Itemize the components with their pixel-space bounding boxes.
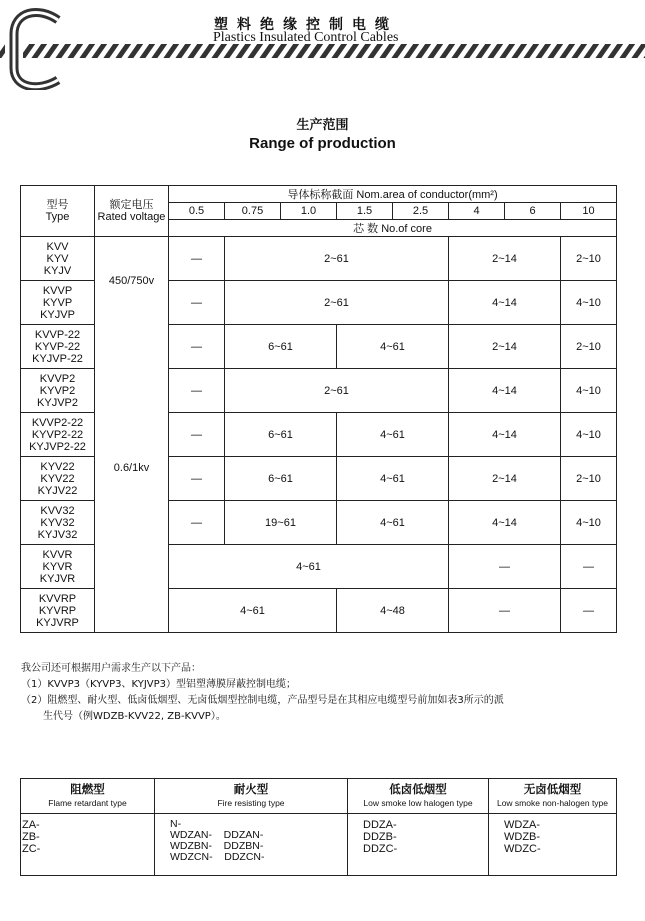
cores-cell: — xyxy=(169,501,225,545)
cores-cell: 4~14 xyxy=(449,413,561,457)
cores-cell: 4~61 xyxy=(337,501,449,545)
type-cell: KVVRP KYVRP KYJVRP xyxy=(21,589,95,633)
cores-cell: 4~48 xyxy=(337,589,449,633)
table-row xyxy=(21,237,617,281)
low-smoke-non-halogen-codes: WDZA- WDZB- WDZC- xyxy=(489,814,617,876)
type-cell: KVVP2-22 KYVP2-22 KYJVP2-22 xyxy=(21,413,95,457)
cores-cell: 4~61 xyxy=(337,325,449,369)
note-line: 我公司还可根据用户需求生产以下产品： xyxy=(21,663,201,674)
section-title-en: Range of production xyxy=(249,135,396,152)
type-cell: KVVP2 KYVP2 KYJVP2 xyxy=(21,369,95,413)
cores-cell: — xyxy=(169,413,225,457)
cores-cell: — xyxy=(169,457,225,501)
table-row xyxy=(21,325,617,369)
type-cell: KVVR KYVR KYJVR xyxy=(21,545,95,589)
cores-cell: 4~14 xyxy=(449,281,561,325)
voltage-header: 额定电压 Rated voltage xyxy=(95,186,169,237)
cores-cell: — xyxy=(169,237,225,281)
cores-cell: 2~61 xyxy=(225,369,449,413)
cores-cell: 6~61 xyxy=(225,457,337,501)
flame-retardant-codes: ZA- ZB- ZC- xyxy=(21,814,155,876)
type-cell: KVV32 KYV32 KYJV32 xyxy=(21,501,95,545)
size-header: 1.0 xyxy=(281,203,337,220)
low-smoke-low-halogen-codes: DDZA- DDZB- DDZC- xyxy=(348,814,489,876)
note-line: 生代号（例WDZB-KVV22, ZB-KVVP）。 xyxy=(43,711,226,722)
size-header: 2.5 xyxy=(393,203,449,220)
note-line: （1）KVVP3（KYVP3、KYJVP3）型铝塑薄膜屏蔽控制电缆； xyxy=(21,679,297,690)
type-cell: KVVP-22 KYVP-22 KYJVP-22 xyxy=(21,325,95,369)
cores-cell: 4~10 xyxy=(561,413,617,457)
type-cell: KYV22 KYV22 KYJV22 xyxy=(21,457,95,501)
cores-cell: 4~61 xyxy=(337,413,449,457)
cores-cell: 6~61 xyxy=(225,413,337,457)
type-header: 型号 Type xyxy=(21,186,95,237)
cores-cell: 2~10 xyxy=(561,325,617,369)
derivative-code-table xyxy=(20,778,617,876)
size-header: 0.5 xyxy=(169,203,225,220)
cores-cell: 4~14 xyxy=(449,501,561,545)
range-table xyxy=(20,185,617,633)
section-title-cn: 生产范围 xyxy=(296,118,349,133)
cores-cell: 2~14 xyxy=(449,237,561,281)
cores-cell: 4~61 xyxy=(337,457,449,501)
fire-resisting-codes: N- WDZAN- DDZAN- WDZBN- DDZBN- WDZCN- DDZCN- xyxy=(155,814,348,876)
size-header: 10 xyxy=(561,203,617,220)
product-title-en: Plastics Insulated Control Cables xyxy=(213,30,399,45)
cores-cell: 2~14 xyxy=(449,457,561,501)
cores-cell: — xyxy=(561,545,617,589)
flame-retardant-header: 阻燃型 Flame retardant type xyxy=(21,779,155,814)
cores-cell: 4~61 xyxy=(169,545,449,589)
cores-cell: — xyxy=(449,589,561,633)
type-cell: KVV KYV KYJV xyxy=(21,237,95,281)
cores-cell: 2~61 xyxy=(225,281,449,325)
low-smoke-non-halogen-header: 无卤低烟型 Low smoke non-halogen type xyxy=(489,779,617,814)
cores-cell: — xyxy=(169,281,225,325)
size-header: 0.75 xyxy=(225,203,281,220)
cores-cell: — xyxy=(561,589,617,633)
low-smoke-low-halogen-header: 低卤低烟型 Low smoke low halogen type xyxy=(348,779,489,814)
cores-cell: — xyxy=(169,369,225,413)
header-banner xyxy=(0,0,645,90)
cores-cell: 2~10 xyxy=(561,457,617,501)
cores-cell: 4~10 xyxy=(561,281,617,325)
note-line: （2）阻燃型、耐火型、低卤低烟型、无卤低烟型控制电缆，产品型号是在其相应电缆型号前加如表3所示的派 xyxy=(21,695,504,706)
cores-cell: 19~61 xyxy=(225,501,337,545)
cores-cell: 4~10 xyxy=(561,369,617,413)
cores-cell: 6~61 xyxy=(225,325,337,369)
conductor-area-header: 导体标称截面 Nom.area of conductor(mm²) xyxy=(169,186,617,203)
notes-block xyxy=(21,661,621,725)
cores-cell: 4~10 xyxy=(561,501,617,545)
cores-cell: 2~61 xyxy=(225,237,449,281)
fire-resisting-header: 耐火型 Fire resisting type xyxy=(155,779,348,814)
product-title-cn: 塑料绝缘控制电缆 xyxy=(214,17,398,33)
cores-cell: 2~14 xyxy=(449,325,561,369)
cores-cell: — xyxy=(169,325,225,369)
cores-cell: 4~61 xyxy=(169,589,337,633)
size-header: 6 xyxy=(505,203,561,220)
size-header: 4 xyxy=(449,203,505,220)
cores-cell: 2~10 xyxy=(561,237,617,281)
cores-cell: 4~14 xyxy=(449,369,561,413)
voltage-cell: 0.6/1kv xyxy=(95,325,169,633)
size-header: 1.5 xyxy=(337,203,393,220)
type-cell: KVVP KYVP KYJVP xyxy=(21,281,95,325)
cores-header: 芯 数 No.of core xyxy=(169,220,617,237)
voltage-cell: 450/750v xyxy=(95,237,169,325)
cores-cell: — xyxy=(449,545,561,589)
